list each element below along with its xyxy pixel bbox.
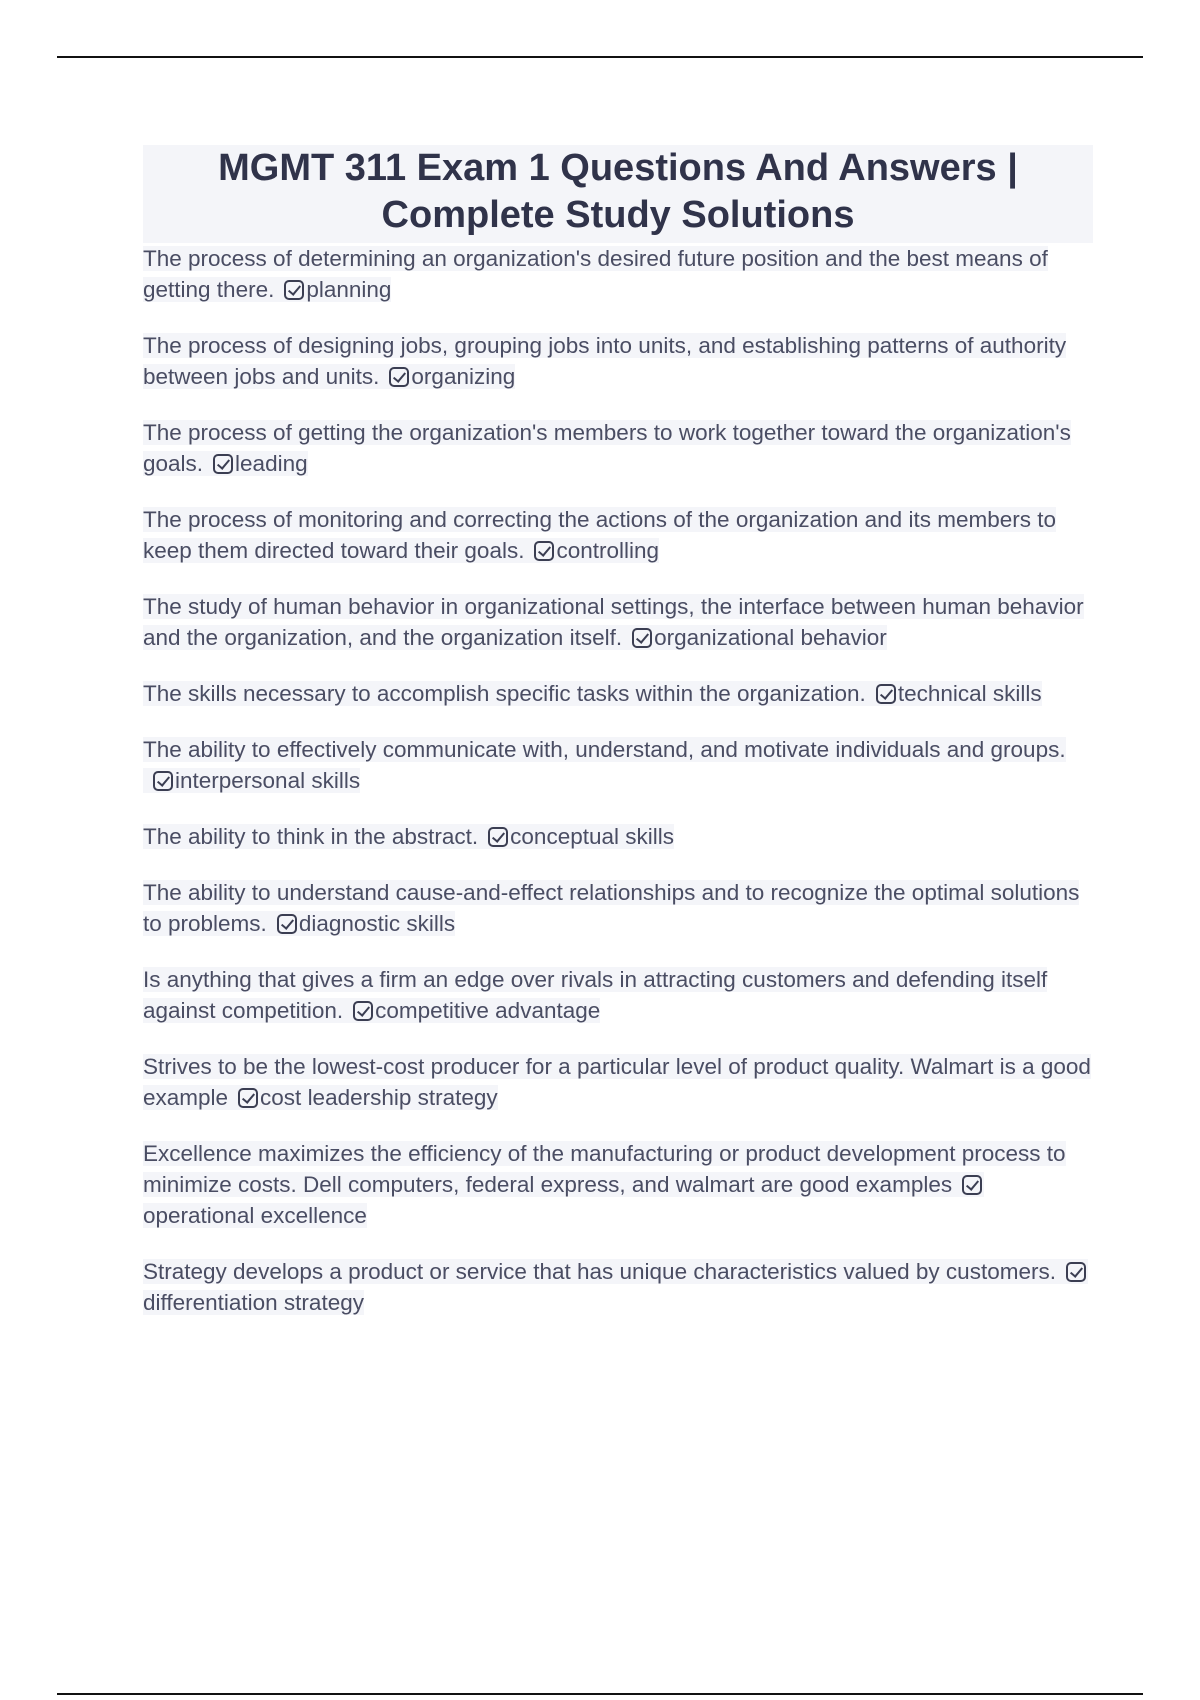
question-label: Strategy develops a product or service that has unique characteristics valued by customers. (143, 1259, 1056, 1284)
answer-text: organizational behavior (654, 625, 887, 650)
top-rule (57, 56, 1143, 58)
question-text (143, 737, 1066, 793)
question-label: The process of designing jobs, grouping jobs into units, and establishing patterns of authority between jobs and units. (143, 333, 1067, 389)
question-label: Is anything that gives a firm an edge over rivals in attracting customers and defending itself against competition. (143, 967, 1048, 1023)
question-text (143, 594, 1084, 650)
checkbox-check-icon (238, 1088, 258, 1108)
qa-item (143, 1138, 1093, 1231)
qa-item (143, 591, 1093, 653)
qa-item (143, 243, 1093, 305)
question-label: The process of monitoring and correcting the actions of the organization and its members to keep them directed toward their goals. (143, 507, 1056, 563)
answer-text: planning (306, 277, 392, 302)
question-text (143, 507, 1056, 563)
qa-item (143, 964, 1093, 1026)
question-label: The ability to think in the abstract. (143, 824, 479, 849)
checkbox-check-icon (153, 771, 173, 791)
checkbox-check-icon (353, 1001, 373, 1021)
checkbox-check-icon (962, 1175, 982, 1195)
question-label: The skills necessary to accomplish specific tasks within the organization. (143, 681, 866, 706)
title-block (143, 145, 1093, 243)
question-label: Strives to be the lowest-cost producer for a particular level of product quality. Walmart is a good example (143, 1054, 1091, 1110)
question-text (143, 333, 1066, 389)
qa-item (143, 877, 1093, 939)
question-text (143, 1054, 1091, 1110)
question-label: The process of getting the organization's members to work together toward the organization's goals. (143, 420, 1071, 476)
question-label: The ability to understand cause-and-effect relationships and to recognize the optimal solutions to problems. (143, 880, 1080, 936)
qa-list (143, 243, 1093, 1318)
answer-text: interpersonal skills (175, 768, 361, 793)
qa-item (143, 678, 1093, 709)
question-text (143, 824, 674, 849)
question-text (143, 880, 1079, 936)
checkbox-check-icon (876, 684, 896, 704)
checkbox-check-icon (213, 454, 233, 474)
qa-item (143, 734, 1093, 796)
answer-text: organizing (411, 364, 516, 389)
question-label: The ability to effectively communicate with, understand, and motivate individuals and groups. (143, 737, 1066, 762)
answer-text: leading (235, 451, 308, 476)
answer-text: competitive advantage (375, 998, 601, 1023)
question-label: The process of determining an organization's desired future position and the best means of getting there. (143, 246, 1048, 302)
answer-text: technical skills (897, 681, 1042, 706)
answer-text: cost leadership strategy (260, 1085, 498, 1110)
checkbox-check-icon (488, 827, 508, 847)
checkbox-check-icon (534, 541, 554, 561)
checkbox-check-icon (277, 914, 297, 934)
qa-item (143, 1256, 1093, 1318)
qa-item (143, 330, 1093, 392)
answer-text: differentiation strategy (143, 1290, 364, 1315)
qa-item (143, 504, 1093, 566)
qa-item (143, 417, 1093, 479)
question-text (143, 420, 1071, 476)
question-text (143, 1259, 1088, 1315)
checkbox-check-icon (389, 367, 409, 387)
question-text (143, 1141, 1066, 1228)
question-text (143, 681, 1042, 706)
answer-text: operational excellence (143, 1203, 367, 1228)
question-text (143, 967, 1047, 1023)
bottom-rule (57, 1693, 1143, 1695)
checkbox-check-icon (284, 280, 304, 300)
answer-text: controlling (556, 538, 660, 563)
document-body (143, 145, 1093, 1318)
checkbox-check-icon (1066, 1262, 1086, 1282)
question-text (143, 246, 1048, 302)
question-label: The study of human behavior in organizational settings, the interface between human behavior and the organization, and the organization itself. (143, 594, 1084, 650)
page-title: MGMT 311 Exam 1 Questions And Answers | Complete Study Solutions (218, 147, 1018, 236)
qa-item (143, 821, 1093, 852)
qa-item (143, 1051, 1093, 1113)
checkbox-check-icon (632, 628, 652, 648)
answer-text: diagnostic skills (298, 911, 456, 936)
answer-text: conceptual skills (510, 824, 674, 849)
question-label: Excellence maximizes the efficiency of the manufacturing or product development process to minimize costs. Dell computers, federal express, and walmart are good examples (143, 1141, 1066, 1197)
